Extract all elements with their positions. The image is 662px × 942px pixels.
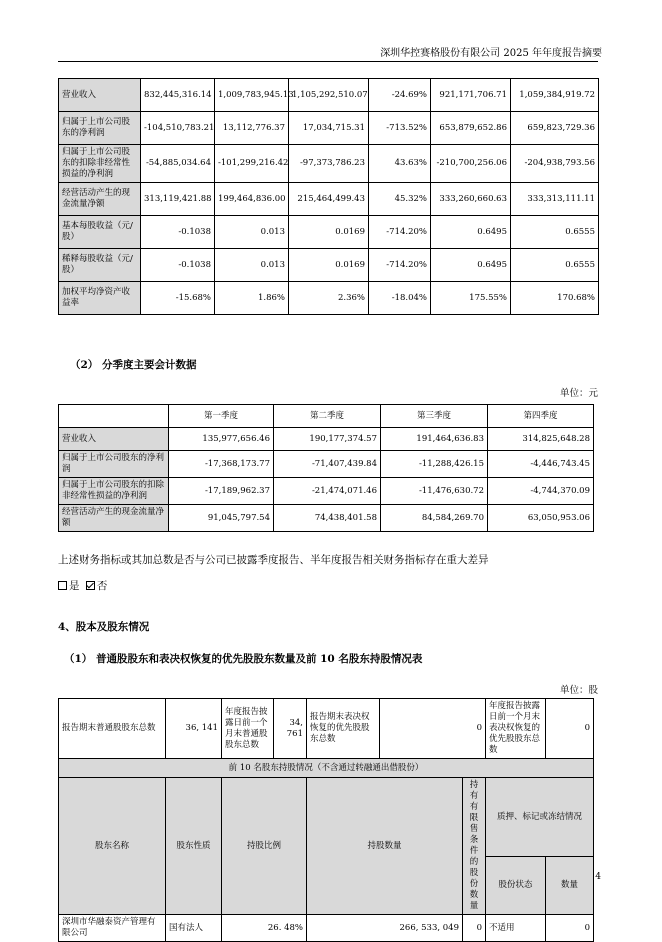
value-cell: 0.013 xyxy=(215,249,289,282)
value-cell: -104,510,783.21 xyxy=(141,112,215,145)
value-cell: 0.0169 xyxy=(289,216,369,249)
value-cell: 45.32% xyxy=(369,183,431,216)
checkbox-yes[interactable] xyxy=(58,581,67,590)
value-cell: 63,050,953.06 xyxy=(488,505,594,532)
value-cell: 313,119,421.88 xyxy=(141,183,215,216)
holder-ratio: 26. 48% xyxy=(222,915,307,942)
row-label: 加权平均净资产收益率 xyxy=(59,282,141,315)
value-cell: 659,823,729.36 xyxy=(511,112,599,145)
header-name: 股东名称 xyxy=(59,778,166,915)
value-cell: -0.1038 xyxy=(141,216,215,249)
section4-subheading: （1） 普通股股东和表决权恢复的优先股股东数量及前 10 名股东持股情况表 xyxy=(64,653,423,665)
table-row xyxy=(59,183,599,216)
summary-label-4: 年度报告披露日前一个月末表决权恢复的优先股股东总数 xyxy=(486,699,546,759)
value-cell: 91,045,797.54 xyxy=(169,505,274,532)
quarterly-col-header: 第一季度 xyxy=(169,405,274,428)
quarterly-header-row xyxy=(59,405,594,428)
value-cell: -210,700,256.06 xyxy=(431,145,511,183)
page-number: 4 xyxy=(595,872,601,882)
holder-qty: 266, 533, 049 xyxy=(307,915,463,942)
value-cell: 333,313,111.11 xyxy=(511,183,599,216)
value-cell: -17,189,962.37 xyxy=(169,478,274,505)
header-qty: 持股数量 xyxy=(307,778,463,915)
checkbox-no-checked[interactable] xyxy=(86,581,95,590)
top10-title-row xyxy=(59,759,594,778)
value-cell: -21,474,071.46 xyxy=(274,478,381,505)
table-row xyxy=(59,216,599,249)
value-cell: -71,407,439.84 xyxy=(274,451,381,478)
difference-note: 上述财务指标或其加总数是否与公司已披露季度报告、半年度报告相关财务指标存在重大差异 xyxy=(58,554,489,566)
value-cell: -17,368,173.77 xyxy=(169,451,274,478)
quarterly-heading: （2） 分季度主要会计数据 xyxy=(70,359,197,371)
quarterly-col-header: 第三季度 xyxy=(381,405,488,428)
table-row xyxy=(59,249,599,282)
value-cell: 2.36% xyxy=(289,282,369,315)
value-cell: -24.69% xyxy=(369,79,431,112)
quarterly-col-header: 第四季度 xyxy=(488,405,594,428)
value-cell: 921,171,706.71 xyxy=(431,79,511,112)
value-cell: 832,445,316.14 xyxy=(141,79,215,112)
value-cell: 314,825,648.28 xyxy=(488,428,594,451)
value-cell: 170.68% xyxy=(511,282,599,315)
summary-value-1: 36, 141 xyxy=(166,699,222,759)
holder-name: 深圳市华融泰资产管理有限公司 xyxy=(59,915,166,942)
value-cell: 0.6555 xyxy=(511,216,599,249)
value-cell: -11,288,426.15 xyxy=(381,451,488,478)
quarterly-col-header: 第二季度 xyxy=(274,405,381,428)
value-cell: -714.20% xyxy=(369,249,431,282)
value-cell: -18.04% xyxy=(369,282,431,315)
value-cell: 1,059,384,919.72 xyxy=(511,79,599,112)
value-cell: 333,260,660.63 xyxy=(431,183,511,216)
value-cell: 43.63% xyxy=(369,145,431,183)
top10-title: 前 10 名股东持股情况（不含通过转融通出借股份） xyxy=(59,759,594,778)
value-cell: -204,938,793.56 xyxy=(511,145,599,183)
header-nature: 股东性质 xyxy=(166,778,222,915)
value-cell: 1,105,292,510.07 xyxy=(289,79,369,112)
value-cell: -714.20% xyxy=(369,216,431,249)
row-label: 营业收入 xyxy=(59,79,141,112)
holder-status: 不适用 xyxy=(486,915,546,942)
value-cell: 175.55% xyxy=(431,282,511,315)
table-row xyxy=(59,145,599,183)
table-row xyxy=(59,915,594,942)
value-cell: -97,373,786.23 xyxy=(289,145,369,183)
row-label: 归属于上市公司股东的扣除非经常性损益的净利润 xyxy=(59,145,141,183)
row-label: 经营活动产生的现金流量净额 xyxy=(59,505,169,532)
value-cell: 0.0169 xyxy=(289,249,369,282)
value-cell: -15.68% xyxy=(141,282,215,315)
header-rule xyxy=(58,61,598,62)
summary-value-2: 34, 761 xyxy=(274,699,307,759)
value-cell: 199,464,836.00 xyxy=(215,183,289,216)
value-cell: 17,034,715.31 xyxy=(289,112,369,145)
summary-value-3: 0 xyxy=(380,699,486,759)
holder-nature: 国有法人 xyxy=(166,915,222,942)
row-label: 基本每股收益（元/股） xyxy=(59,216,141,249)
quarterly-data-table xyxy=(58,404,594,532)
value-cell: 0.6555 xyxy=(511,249,599,282)
value-cell: -54,885,034.64 xyxy=(141,145,215,183)
page-header: 深圳华控赛格股份有限公司 2025 年年度报告摘要 xyxy=(380,48,602,59)
value-cell: -11,476,630.72 xyxy=(381,478,488,505)
section4-unit: 单位：股 xyxy=(559,685,598,696)
table-row xyxy=(59,428,594,451)
value-cell: 84,584,269.70 xyxy=(381,505,488,532)
header-ratio: 持股比例 xyxy=(222,778,307,915)
value-cell: 13,112,776.37 xyxy=(215,112,289,145)
value-cell: 191,464,636.83 xyxy=(381,428,488,451)
header-pledge: 质押、标记或冻结情况 xyxy=(486,778,594,857)
header-pledge-status: 股份状态 xyxy=(486,857,546,915)
holder-restricted: 0 xyxy=(463,915,486,942)
row-label: 稀释每股收益（元/股） xyxy=(59,249,141,282)
row-label: 归属于上市公司股东的净利润 xyxy=(59,112,141,145)
annual-data-table xyxy=(58,78,599,315)
value-cell: 0.6495 xyxy=(431,216,511,249)
table-row xyxy=(59,505,594,532)
table-row xyxy=(59,478,594,505)
value-cell: 0.013 xyxy=(215,216,289,249)
summary-label-1: 报告期末普通股股东总数 xyxy=(59,699,166,759)
section4-heading: 4、股本及股东情况 xyxy=(58,621,150,633)
difference-choice xyxy=(58,578,107,593)
summary-label-3: 报告期末表决权恢复的优先股股东总数 xyxy=(307,699,380,759)
table-row xyxy=(59,451,594,478)
value-cell: 1,009,783,945.13 xyxy=(215,79,289,112)
value-cell: 215,464,499.43 xyxy=(289,183,369,216)
table-row xyxy=(59,282,599,315)
quarterly-col-header xyxy=(59,405,169,428)
table-row xyxy=(59,112,599,145)
value-cell: -0.1038 xyxy=(141,249,215,282)
value-cell: 190,177,374.57 xyxy=(274,428,381,451)
summary-label-2: 年度报告披露日前一个月末普通股股东总数 xyxy=(222,699,274,759)
value-cell: 74,438,401.58 xyxy=(274,505,381,532)
row-label: 归属于上市公司股东的净利润 xyxy=(59,451,169,478)
value-cell: -713.52% xyxy=(369,112,431,145)
value-cell: -101,299,216.42 xyxy=(215,145,289,183)
quarterly-unit: 单位：元 xyxy=(559,388,598,399)
row-label: 营业收入 xyxy=(59,428,169,451)
value-cell: 135,977,656.46 xyxy=(169,428,274,451)
shareholder-table xyxy=(58,698,594,942)
choice-no-label: 否 xyxy=(96,580,108,592)
summary-value-4: 0 xyxy=(546,699,594,759)
header-restricted: 持有有限售条件的股份数量 xyxy=(463,778,486,915)
holder-pledge-qty: 0 xyxy=(546,915,594,942)
holder-header-row-1 xyxy=(59,778,594,857)
value-cell: 1.86% xyxy=(215,282,289,315)
table-row xyxy=(59,79,599,112)
row-label: 归属于上市公司股东的扣除非经常性损益的净利润 xyxy=(59,478,169,505)
value-cell: 653,879,652.86 xyxy=(431,112,511,145)
value-cell: 0.6495 xyxy=(431,249,511,282)
shareholder-summary-row xyxy=(59,699,594,759)
value-cell: -4,446,743.45 xyxy=(488,451,594,478)
row-label: 经营活动产生的现金流量净额 xyxy=(59,183,141,216)
header-pledge-qty: 数量 xyxy=(546,857,594,915)
value-cell: -4,744,370.09 xyxy=(488,478,594,505)
choice-yes-label: 是 xyxy=(69,580,80,592)
